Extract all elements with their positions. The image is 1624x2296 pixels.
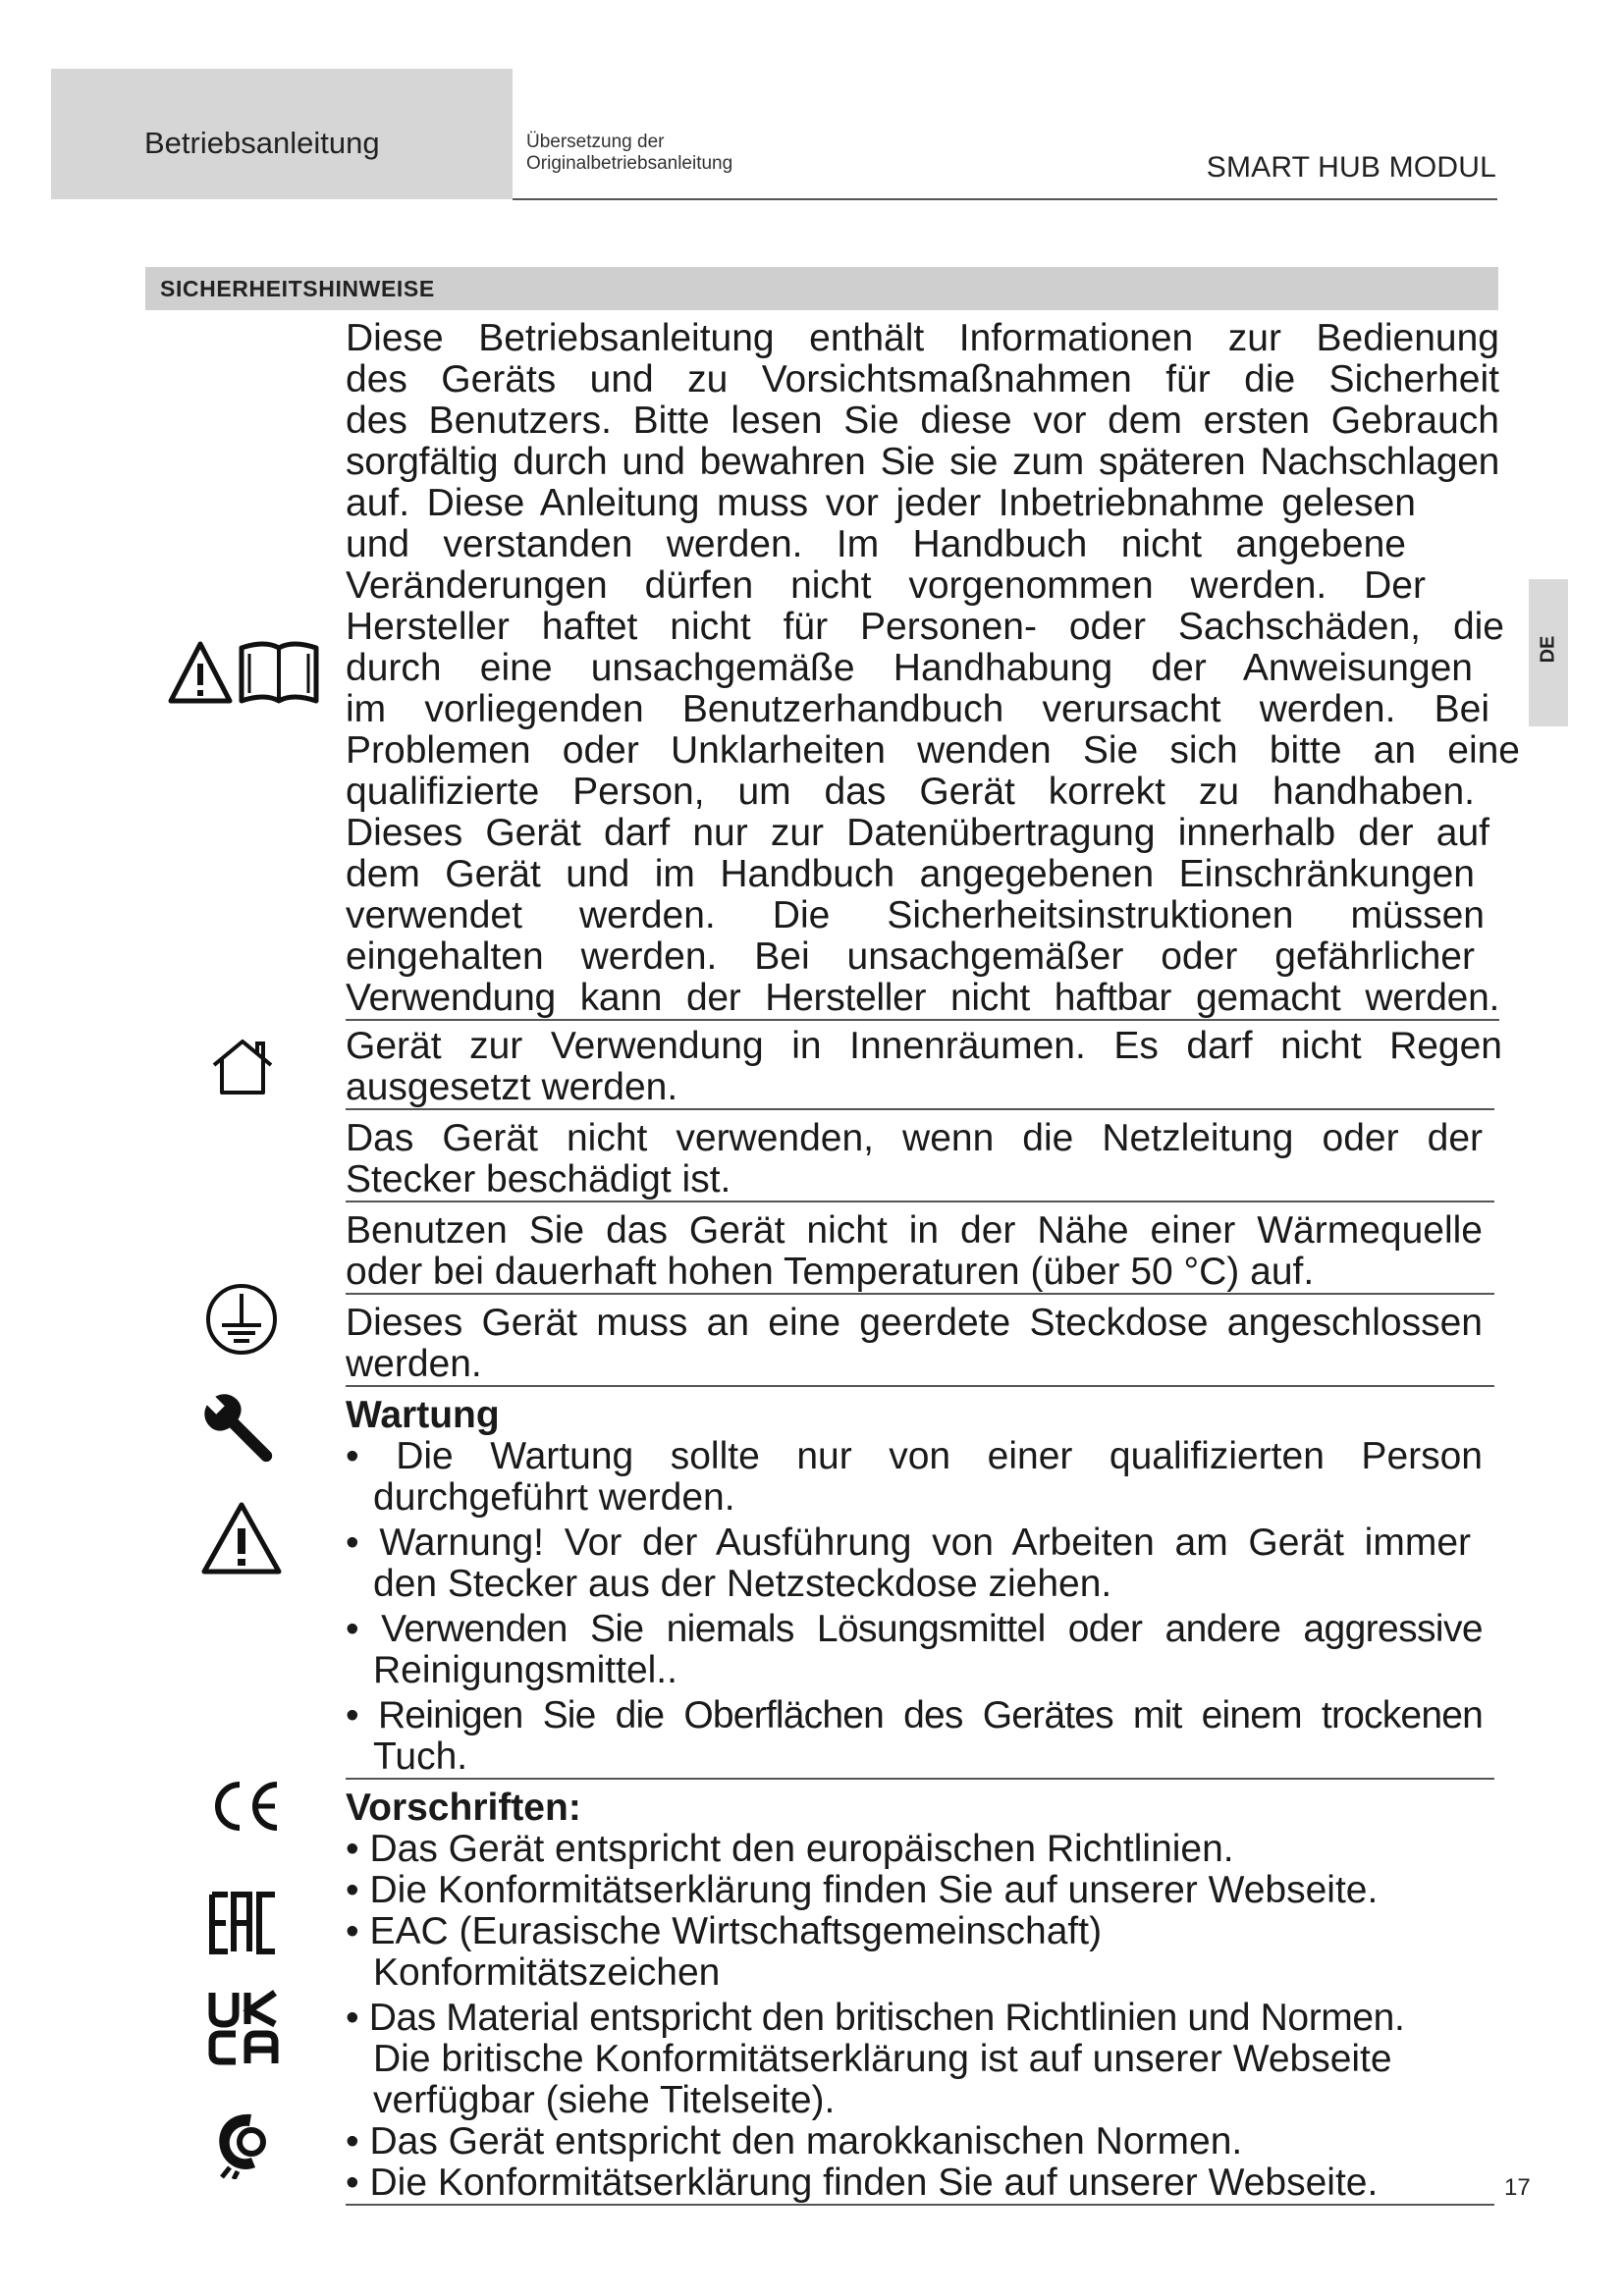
manual-label: Betriebsanleitung (144, 126, 380, 160)
heat-line: oder bei dauerhaft hohen Temperaturen (über 50 °C) auf. (346, 1251, 1315, 1293)
regulations-bullet: • Das Gerät entspricht den europäischen Richtlinien. (346, 1828, 1234, 1870)
regulations-bullet: • Die Konformitätserklärung finden Sie auf unserer Webseite. (346, 2162, 1379, 2204)
maintenance-title: Wartung (346, 1394, 500, 1436)
translation-note-line2: Originalbetriebsanleitung (526, 153, 733, 174)
intro-line: qualifizierte Person, um das Gerät korrekt zu handhaben. (346, 771, 1475, 813)
maintenance-bullet: • Reinigen Sie die Oberflächen des Gerätes mit einem trockenen (346, 1694, 1483, 1736)
intro-line: Problemen oder Unklarheiten wenden Sie sich bitte an eine (346, 729, 1520, 772)
regulations-bullet: • Das Material entspricht den britischen Richtlinien und Normen. (346, 1997, 1405, 2039)
regulations-bullet: • Das Gerät entspricht den marokkanischen Normen. (346, 2120, 1243, 2163)
maintenance-bullet-cont: Reinigungsmittel.. (373, 1649, 677, 1691)
ukca-mark-icon (206, 1989, 281, 2067)
intro-line: Dieses Gerät darf nur zur Datenübertragung innerhalb der auf (346, 812, 1489, 854)
ground-line: Dieses Gerät muss an eine geerdete Steckdose angeschlossen (346, 1302, 1483, 1344)
heat-block (346, 1210, 1494, 1295)
maintenance-bullet-cont: durchgeführt werden. (373, 1476, 735, 1519)
maintenance-bullet: • Verwenden Sie niemals Lösungsmittel oder andere aggressive (346, 1608, 1483, 1650)
regulations-bullet-cont: verfügbar (siehe Titelseite). (373, 2079, 836, 2121)
cable-line: Das Gerät nicht verwenden, wenn die Netzleitung oder der (346, 1117, 1483, 1159)
translation-note (526, 132, 732, 175)
morocco-cmim-mark-icon (212, 2109, 275, 2179)
ground-icon (204, 1282, 279, 1357)
product-title: SMART HUB MODUL (1206, 151, 1496, 184)
intro-line: im vorliegenden Benutzerhandbuch verursacht werden. Bei (346, 688, 1489, 730)
intro-line: Veränderungen dürfen nicht vorgenommen werden. Der (346, 564, 1426, 607)
indoor-line: ausgesetzt werden. (346, 1066, 678, 1108)
heat-line: Benutzen Sie das Gerät nicht in der Nähe einer Wärmequelle (346, 1209, 1483, 1252)
eac-mark-icon (208, 1891, 279, 1955)
ce-mark-icon (206, 1777, 285, 1836)
intro-line: dem Gerät und im Handbuch angegebenen Einschränkungen (346, 853, 1475, 895)
maintenance-bullet-cont: Tuch. (373, 1735, 468, 1778)
translation-note-line1: Übersetzung der (526, 132, 665, 152)
regulations-bullet: • Die Konformitätserklärung finden Sie auf unserer Webseite. (346, 1869, 1379, 1911)
maintenance-bullet-cont: den Stecker aus der Netzsteckdose ziehen. (373, 1563, 1112, 1605)
page-number: 17 (1504, 2174, 1531, 2201)
regulations-block (346, 1788, 1494, 2206)
house-icon (208, 1036, 277, 1098)
language-tab-label: DE (1537, 635, 1559, 664)
intro-block (346, 317, 1520, 1021)
intro-line: Hersteller haftet nicht für Personen- oder Sachschäden, die (346, 606, 1504, 648)
warning-manual-icon (167, 638, 324, 709)
indoor-use-block (346, 1025, 1502, 1110)
maintenance-block (346, 1395, 1494, 1780)
maintenance-bullet: • Die Wartung sollte nur von einer qualifizierten Person (346, 1435, 1483, 1477)
intro-line: des Geräts und zu Vorsichtsmaßnahmen für die Sicherheit (346, 358, 1499, 400)
intro-line: sorgfältig durch und bewahren Sie sie zum späteren Nachschlagen (346, 441, 1499, 483)
section-title: SICHERHEITSHINWEISE (160, 276, 435, 301)
cable-line: Stecker beschädigt ist. (346, 1158, 731, 1201)
cable-block (346, 1118, 1494, 1202)
intro-line: Verwendung kann der Hersteller nicht haftbar gemacht werden. (346, 977, 1499, 1019)
regulations-title: Vorschriften: (346, 1787, 581, 1829)
regulations-bullet-cont: Die britische Konformitätserklärung ist auf unserer Webseite (373, 2038, 1392, 2080)
regulations-bullet-cont: Konformitätszeichen (373, 1951, 721, 1994)
intro-line: durch eine unsachgemäße Handhabung der Anweisungen (346, 647, 1473, 689)
intro-line: eingehalten werden. Bei unsachgemäßer oder gefährlicher (346, 935, 1475, 978)
intro-line: und verstanden werden. Im Handbuch nicht angebene (346, 523, 1406, 565)
intro-line: verwendet werden. Die Sicherheitsinstruktionen müssen (346, 894, 1485, 936)
maintenance-bullet: • Warnung! Vor der Ausführung von Arbeiten am Gerät immer (346, 1522, 1471, 1564)
header-divider (513, 198, 1497, 200)
wrench-icon (196, 1386, 285, 1474)
intro-line: Diese Betriebsanleitung enthält Informationen zur Bedienung (346, 317, 1499, 359)
regulations-bullet: • EAC (Eurasische Wirtschaftsgemeinschaft) (346, 1910, 1103, 1952)
ground-block (346, 1303, 1494, 1387)
indoor-line: Gerät zur Verwendung in Innenräumen. Es darf nicht Regen (346, 1025, 1502, 1067)
ground-line: werden. (346, 1343, 482, 1385)
intro-line: des Benutzers. Bitte lesen Sie diese vor dem ersten Gebrauch (346, 400, 1499, 442)
intro-line: auf. Diese Anleitung muss vor jeder Inbetriebnahme gelesen (346, 482, 1416, 524)
warning-icon (198, 1499, 285, 1577)
